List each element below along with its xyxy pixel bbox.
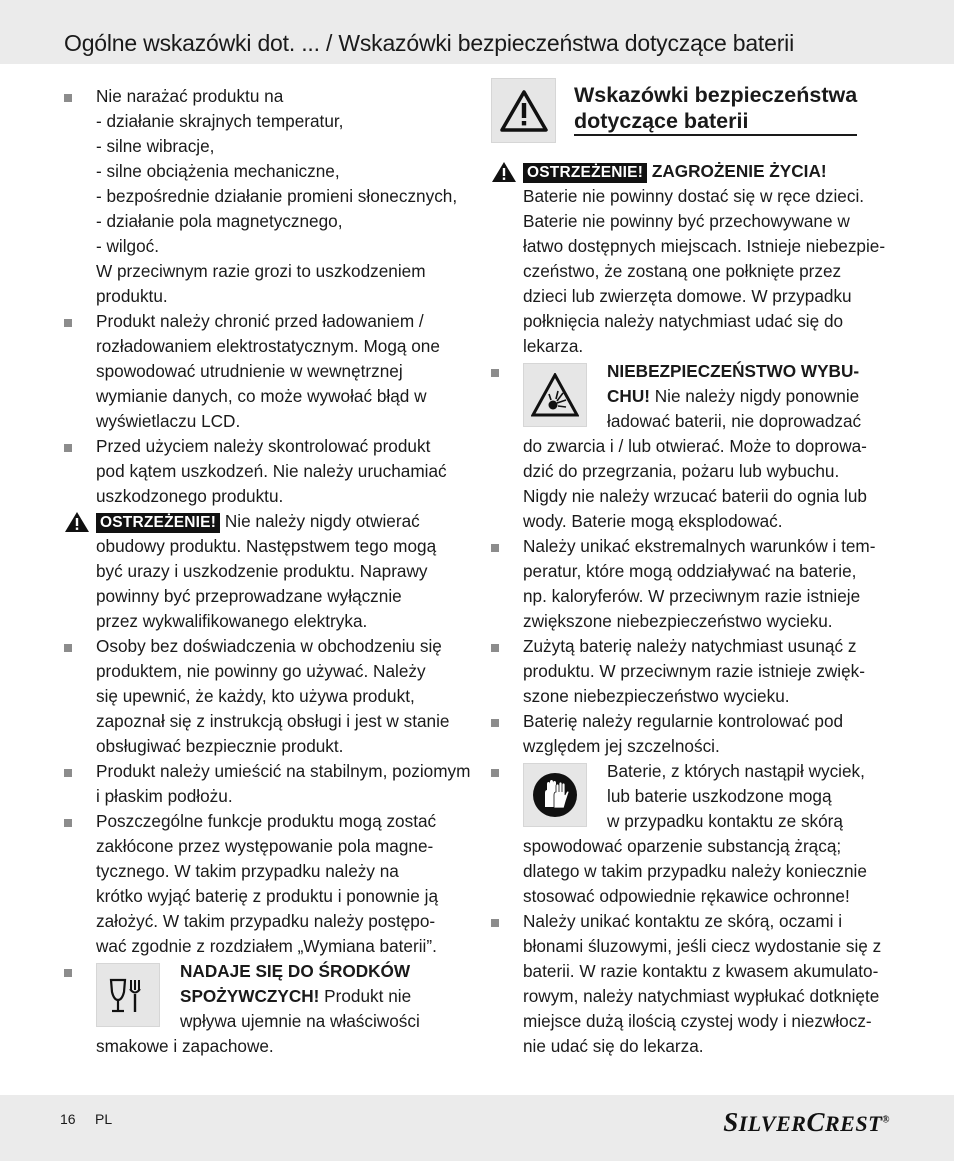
explosion-hazard-icon <box>523 363 587 427</box>
text-line: się upewnić, że każdy, kto używa produkt, <box>96 686 415 706</box>
text-line: Produkt nie <box>319 986 412 1006</box>
text-line: Baterię należy regularnie kontrolować pod <box>523 711 844 731</box>
page-number: 16 <box>60 1111 76 1127</box>
text-line: Osoby bez doświadczenia w obchodzeniu się <box>96 636 442 656</box>
text-line: Zużytą baterię należy natychmiast usunąć z <box>523 636 857 656</box>
bullet-icon <box>64 94 72 102</box>
text-line: Nie należy nigdy ponownie <box>649 386 860 406</box>
text-line: W przeciwnym razie grozi to uszkodzeniem <box>96 261 426 281</box>
page-footer <box>0 1095 954 1161</box>
text-line: dlatego w takim przypadku należy koniecznie <box>523 861 867 881</box>
text-line: smakowe i zapachowe. <box>96 1036 274 1056</box>
text-line: spowodować utrudnienie w wewnętrznej <box>96 361 403 381</box>
text-line: - działanie pola magnetycznego, <box>96 211 343 231</box>
text-bold: ZAGROŻENIE ŻYCIA! <box>647 161 827 181</box>
text-line: rozładowaniem elektrostatycznym. Mogą one <box>96 336 440 356</box>
text-line: produktem, nie powinny go używać. Należy <box>96 661 426 681</box>
list-item <box>491 759 891 909</box>
text-line: być urazy i uszkodzenie produktu. Naprawy <box>96 561 428 581</box>
text-line: produktu. W przeciwnym razie istnieje zwięk- <box>523 661 865 681</box>
list-item <box>64 634 464 759</box>
text-bold: CHU! <box>607 386 650 406</box>
text-line: lub baterie uszkodzone mogą <box>607 786 832 806</box>
text-bold: SPOŻYWCZYCH! <box>180 986 320 1006</box>
text-line: stosować odpowiednie rękawice ochronne! <box>523 886 850 906</box>
text-line: względem jej szczelności. <box>523 736 720 756</box>
bullet-icon <box>491 719 499 727</box>
list-item <box>491 709 891 759</box>
text-line: zakłócone przez występowanie pola magne- <box>96 836 434 856</box>
text-line: - bezpośrednie działanie promieni słonecznych, <box>96 186 458 206</box>
text-line: NIEBEZPIECZEŃSTWO WYBU- <box>607 361 860 381</box>
text-line: łatwo dostępnych miejscach. Istnieje niebezpie- <box>523 236 886 256</box>
list-item <box>491 634 891 709</box>
text-line: przez wykwalifikowanego elektryka. <box>96 611 368 631</box>
battery-warning-sign-icon <box>491 78 556 143</box>
text-line: tycznego. W takim przypadku należy na <box>96 861 399 881</box>
text-line: Produkt należy umieścić na stabilnym, poziomym <box>96 761 471 781</box>
text-line: miejsce dużą ilością czystej wody i niezwłocz- <box>523 1011 872 1031</box>
text-line: spowodować oparzenie substancją żrącą; <box>523 836 842 856</box>
text-line: obudowy produktu. Następstwem tego mogą <box>96 536 437 556</box>
bullet-icon <box>64 819 72 827</box>
page-header <box>0 0 954 64</box>
list-item <box>64 759 471 809</box>
text-line: Należy unikać ekstremalnych warunków i tem- <box>523 536 876 556</box>
text-line: uszkodzonego produktu. <box>96 486 284 506</box>
text-line: lekarza. <box>523 336 584 356</box>
text-line: Należy unikać kontaktu ze skórą, oczami i <box>523 911 843 931</box>
section-title-line: dotyczące baterii <box>574 108 857 136</box>
warning-block <box>64 509 464 634</box>
text-line: wać zgodnie z rozdziałem „Wymiana baterii”. <box>96 936 437 956</box>
list-item <box>64 84 464 309</box>
text-line: - działanie skrajnych temperatur, <box>96 111 344 131</box>
text-line: rowym, należy natychmiast wypłukać dotknięte <box>523 986 880 1006</box>
text-line: wody. Baterie mogą eksplodować. <box>523 511 783 531</box>
right-column <box>491 159 891 1059</box>
text-line: ładować baterii, nie doprowadzać <box>607 411 862 431</box>
text-line: wyświetlaczu LCD. <box>96 411 241 431</box>
text-line: obsługiwać bezpiecznie produkt. <box>96 736 344 756</box>
text-line: produktu. <box>96 286 168 306</box>
warning-block <box>491 159 891 359</box>
list-item <box>491 534 891 634</box>
list-item <box>491 909 891 1059</box>
text-line: Baterie, z których nastąpił wyciek, <box>607 761 865 781</box>
bullet-icon <box>64 444 72 452</box>
list-item <box>64 434 464 509</box>
brand-logo: SILVERCREST® <box>723 1107 890 1137</box>
list-item <box>64 809 464 959</box>
text-line: - wilgoć. <box>96 236 160 256</box>
bullet-icon <box>491 369 499 377</box>
text-line: Przed użyciem należy skontrolować produkt <box>96 436 431 456</box>
text-line: Poszczególne funkcje produktu mogą zostać <box>96 811 437 831</box>
text-line: wpływa ujemnie na właściwości <box>180 1011 420 1031</box>
list-item <box>491 359 891 534</box>
text-line: Nie należy nigdy otwierać <box>220 511 420 531</box>
text-line: Baterie nie powinny być przechowywane w <box>523 211 850 231</box>
section-title-line: Wskazówki bezpieczeństwa <box>574 83 858 107</box>
text-line: Baterie nie powinny dostać się w ręce dzieci. <box>523 186 865 206</box>
text-line: - silne wibracje, <box>96 136 215 156</box>
bullet-icon <box>491 919 499 927</box>
warning-badge: OSTRZEŻENIE! <box>523 163 647 183</box>
text-line: pod kątem uszkodzeń. Nie należy uruchamiać <box>96 461 447 481</box>
text-line: w przypadku kontaktu ze skórą <box>607 811 843 831</box>
left-column <box>64 84 471 1059</box>
bullet-icon <box>491 644 499 652</box>
text-line: krótko wyjąć baterię z produktu i ponownie ją <box>96 886 439 906</box>
text-line: zapoznał się z instrukcją obsługi i jest w stanie <box>96 711 450 731</box>
bullet-icon <box>64 644 72 652</box>
text-line: połknięcia należy natychmiast udać się do <box>523 311 844 331</box>
bullet-icon <box>64 769 72 777</box>
text-line: założyć. W takim przypadku należy postępo- <box>96 911 436 931</box>
text-line: szone niebezpieczeństwo wycieku. <box>523 686 790 706</box>
text-line: do zwarcia i / lub otwierać. Może to doprowa- <box>523 436 867 456</box>
protective-gloves-icon <box>523 763 587 827</box>
page-title: Ogólne wskazówki dot. ... / Wskazówki bezpieczeństwa dotyczące baterii <box>64 30 794 56</box>
list-item <box>64 959 464 1059</box>
text-line: powinny być przeprowadzane wyłącznie <box>96 586 402 606</box>
text-line: wymianie danych, co może wywołać błąd w <box>96 386 427 406</box>
text-line: dzieci lub zwierzęta domowe. W przypadku <box>523 286 852 306</box>
text-line: Produkt należy chronić przed ładowaniem / <box>96 311 424 331</box>
text-line: nie udać się do lekarza. <box>523 1036 704 1056</box>
text-line: błonami śluzowymi, jeśli ciecz wydostanie się z <box>523 936 882 956</box>
warning-triangle-icon <box>491 161 517 183</box>
food-safe-icon <box>96 963 160 1027</box>
text-line: - silne obciążenia mechaniczne, <box>96 161 340 181</box>
text-line: dzić do przegrzania, pożaru lub wybuchu. <box>523 461 840 481</box>
text-line: baterii. W razie kontaktu z kwasem akumulato- <box>523 961 879 981</box>
text-line: NADAJE SIĘ DO ŚRODKÓW <box>180 961 411 981</box>
bullet-icon <box>64 319 72 327</box>
warning-badge: OSTRZEŻENIE! <box>96 513 220 533</box>
warning-triangle-icon <box>64 511 90 533</box>
text-line: np. kaloryferów. W przeciwnym razie istnieje <box>523 586 861 606</box>
text-line: Nigdy nie należy wrzucać baterii do ognia lub <box>523 486 867 506</box>
bullet-icon <box>64 969 72 977</box>
list-item <box>64 309 464 434</box>
bullet-icon <box>491 769 499 777</box>
text-line: i płaskim podłożu. <box>96 786 233 806</box>
text-line: zwiększone niebezpieczeństwo wycieku. <box>523 611 833 631</box>
language-code: PL <box>95 1111 113 1127</box>
text-line: czeństwo, że zostaną one połknięte przez <box>523 261 842 281</box>
text-line: peratur, które mogą oddziaływać na baterie, <box>523 561 857 581</box>
text-line: Nie narażać produktu na <box>96 86 284 106</box>
bullet-icon <box>491 544 499 552</box>
section-title <box>574 82 857 136</box>
